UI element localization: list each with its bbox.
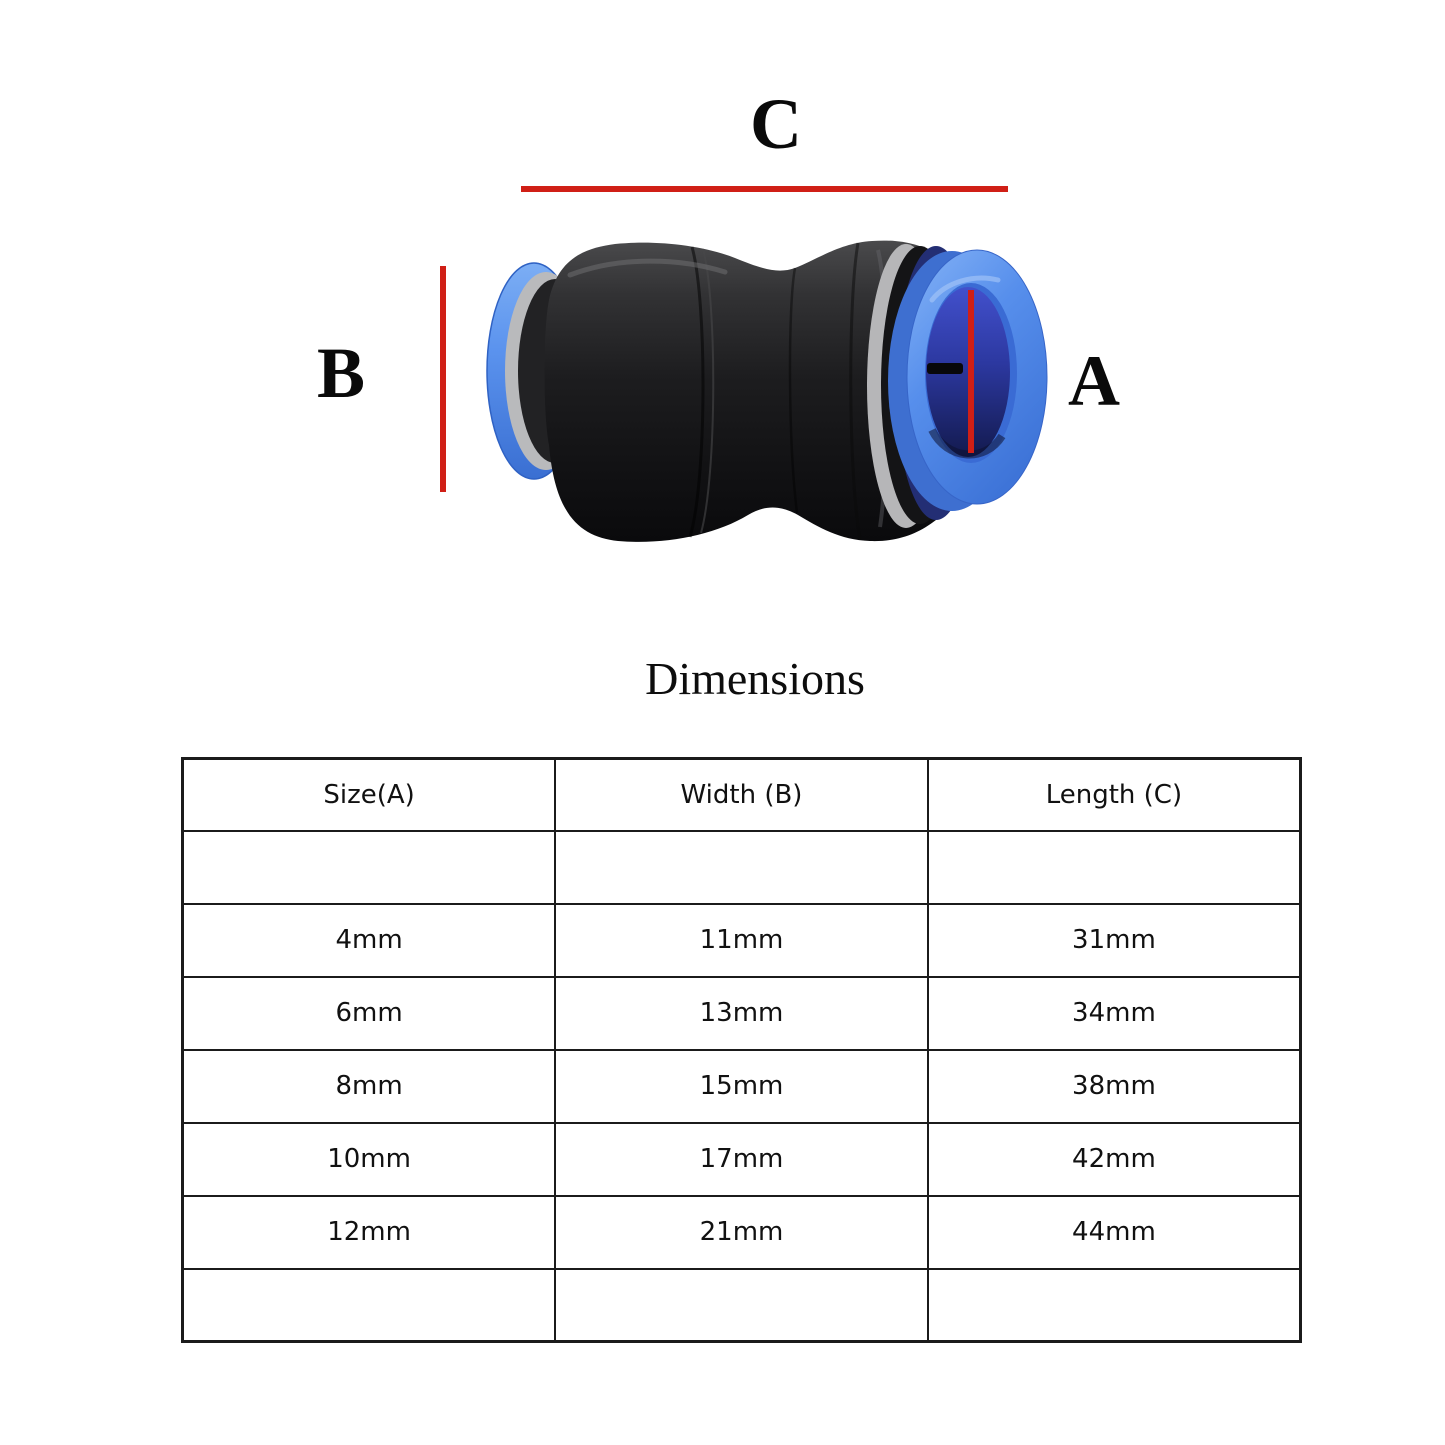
column-header-width: Width (B) <box>555 759 928 831</box>
table-cell: 21mm <box>555 1196 928 1269</box>
table-cell <box>555 831 928 904</box>
table-row <box>183 1123 1301 1196</box>
table-cell: 6mm <box>183 977 556 1050</box>
column-header-size: Size(A) <box>183 759 556 831</box>
table-row <box>183 831 1301 904</box>
table-cell: 31mm <box>928 904 1301 977</box>
table-cell <box>928 831 1301 904</box>
dimension-line-a <box>968 290 974 453</box>
table-cell: 13mm <box>555 977 928 1050</box>
collet-slot-mark <box>927 363 963 374</box>
column-header-length: Length (C) <box>928 759 1301 831</box>
dimension-label-c: C <box>750 84 802 164</box>
table-row <box>183 1050 1301 1123</box>
dimension-label-b: B <box>316 333 366 413</box>
table-cell: 44mm <box>928 1196 1301 1269</box>
table-cell: 11mm <box>555 904 928 977</box>
dimension-line-b <box>440 266 446 492</box>
table-cell <box>183 831 556 904</box>
table-cell: 10mm <box>183 1123 556 1196</box>
table-row <box>183 1269 1301 1342</box>
table-cell <box>183 1269 556 1342</box>
fitting-end-cap <box>867 244 1047 528</box>
table-row <box>183 1196 1301 1269</box>
table-cell: 38mm <box>928 1050 1301 1123</box>
table-cell: 12mm <box>183 1196 556 1269</box>
table-cell: 17mm <box>555 1123 928 1196</box>
table-header-row <box>183 759 1301 831</box>
table-cell: 4mm <box>183 904 556 977</box>
dimension-label-a: A <box>1068 341 1120 421</box>
table-cell: 15mm <box>555 1050 928 1123</box>
dimension-line-c <box>521 186 1008 192</box>
table-row <box>183 904 1301 977</box>
table-cell <box>555 1269 928 1342</box>
section-title: Dimensions <box>645 653 865 704</box>
table-cell: 8mm <box>183 1050 556 1123</box>
table-row <box>183 977 1301 1050</box>
dimensions-table <box>181 757 1302 1343</box>
table-cell: 42mm <box>928 1123 1301 1196</box>
table-cell <box>928 1269 1301 1342</box>
table-cell: 34mm <box>928 977 1301 1050</box>
